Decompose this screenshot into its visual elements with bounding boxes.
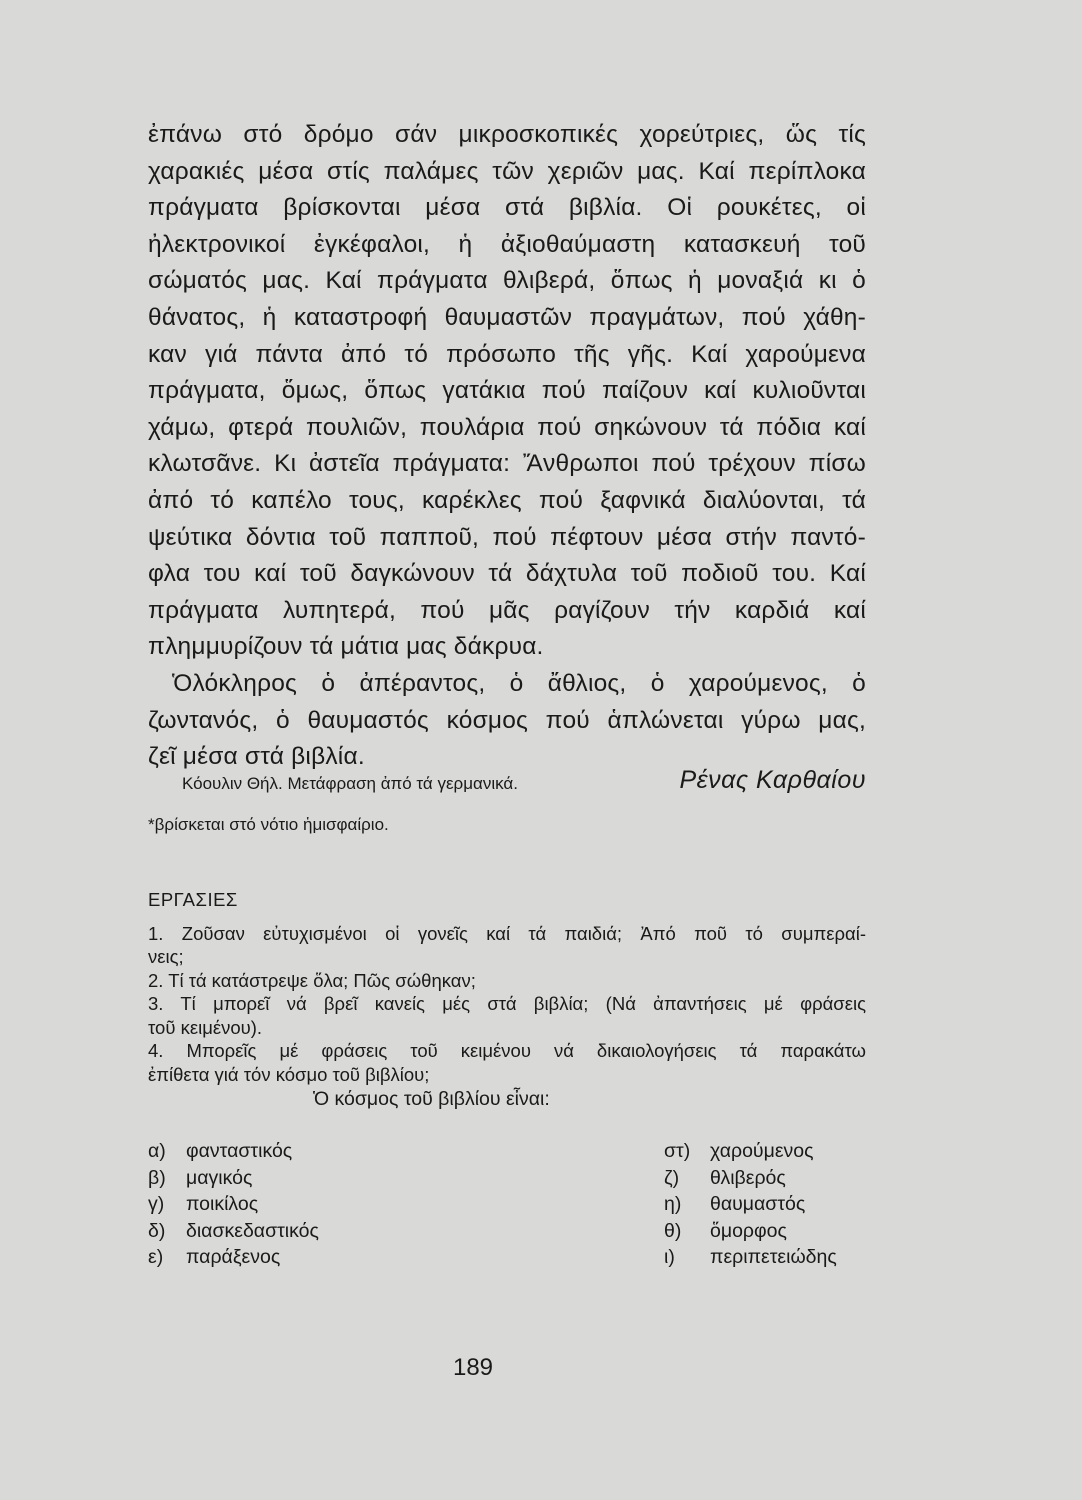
exercise-line: ἐπίθετα γιά τόν κόσμο τοῦ βιβλίου; [148, 1063, 430, 1085]
text-line: ἀπό τό καπέλο τους, καρέκλες πού ξαφνικά διαλύονται, τά [148, 486, 866, 514]
item-word: ποικίλος [186, 1193, 259, 1215]
source-credit [182, 766, 872, 800]
adjectives-subheading: Ὁ κόσμος τοῦ βιβλίου εἶναι: [313, 1088, 550, 1110]
item-word: μαγικός [186, 1166, 253, 1189]
item-marker: α) [148, 1140, 166, 1162]
text-line: πράγματα, ὅμως, ὅπως γατάκια πού παίζουν καί κυλιοῦνται [148, 377, 866, 405]
adjective-list [148, 1138, 873, 1271]
item-marker: ζ) [664, 1166, 680, 1189]
text-line: πλημμυρίζουν τά μάτια μας δάκρυα. [148, 633, 544, 661]
exercise-line: νεις; [148, 946, 184, 967]
footnote: *βρίσκεται στό νότιο ἡμισφαίριο. [148, 815, 389, 834]
item-word: παράξενος [186, 1246, 281, 1268]
exercise-line: 2. Τί τά κατάστρεψε ὅλα; Πῶς σώθηκαν; [148, 969, 476, 991]
text-line: Ὁλόκληρος ὁ ἀπέραντος, ὁ ἄθλιος, ὁ χαρούμενος, ὁ [172, 669, 866, 697]
exercise-line: τοῦ κειμένου). [148, 1016, 263, 1038]
text-line: πράγματα βρίσκονται μέσα στά βιβλία. Οἱ ρουκέτες, οἱ [148, 194, 866, 222]
item-word: χαρούμενος [710, 1140, 814, 1162]
text-line: ἠλεκτρονικοί ἐγκέφαλοι, ἡ ἀξιοθαύμαστη κατασκευή τοῦ [148, 230, 866, 258]
text-line: πράγματα λυπητερά, πού μᾶς ραγίζουν τήν καρδιά καί [148, 596, 866, 624]
text-line: ἐπάνω στό δρόμο σάν μικροσκοπικές χορεύτριες, ὥς τίς [148, 121, 866, 148]
exercise-line: 1. Ζοῦσαν εὐτυχισμένοι οἱ γονεῖς καί τά παιδιά; Ἀπό ποῦ τό συμπεραί- [148, 922, 866, 944]
text-line: σώματός μας. Καί πράγματα θλιβερά, ὅπως ἡ μοναξιά κι ὁ [148, 267, 866, 295]
item-word: ὅμορφος [710, 1219, 787, 1242]
list-item [148, 1138, 873, 1165]
exercises-section [148, 888, 866, 1112]
list-item [148, 1165, 873, 1192]
list-item [148, 1191, 873, 1218]
item-word: θλιβερός [710, 1166, 786, 1189]
item-word: διασκεδαστικός [186, 1219, 319, 1242]
exercise-line: 3. Τί μπορεῖ νά βρεῖ κανείς μές στά βιβλία; (Νά ἀπαντήσεις μέ φράσεις [148, 993, 866, 1014]
text-line: καν γιά πάντα ἀπό τό πρόσωπο τῆς γῆς. Καί χαρούμενα [148, 340, 866, 368]
item-marker: στ) [664, 1140, 691, 1162]
item-word: περιπετειώδης [710, 1246, 837, 1268]
item-word: θαυμαστός [710, 1193, 806, 1215]
text-line: φλα του καί τοῦ δαγκώνουν τά δάχτυλα τοῦ ποδιοῦ του. Καί [148, 560, 866, 588]
text-line: ζεῖ μέσα στά βιβλία. [148, 743, 365, 771]
text-line: κλωτσᾶνε. Κι ἀστεῖα πράγματα: Ἄνθρωποι πού τρέχουν πίσω [148, 450, 866, 478]
page-number: 189 [452, 1354, 494, 1381]
list-item [148, 1218, 873, 1245]
text-line: ζωντανός, ὁ θαυμαστός κόσμος πού ἁπλώνεται γύρω μας, [148, 706, 866, 734]
item-word: φανταστικός [186, 1140, 293, 1162]
list-item [148, 1244, 873, 1271]
source-reference: Κόουλιν Θήλ. Μετάφραση ἀπό τά γερμανικά. [182, 774, 518, 793]
exercise-line: 4. Μπορεῖς μέ φράσεις τοῦ κειμένου νά δικαιολογήσεις τά παρακάτω [148, 1040, 866, 1061]
exercises-heading: ΕΡΓΑΣΙΕΣ [148, 889, 238, 910]
main-text [148, 117, 866, 776]
text-line: χαρακιές μέσα στίς παλάμες τῶν χεριῶν μας. Καί περίπλοκα [148, 157, 866, 185]
item-marker: δ) [148, 1219, 166, 1242]
item-marker: β) [148, 1166, 166, 1189]
item-marker: θ) [664, 1219, 682, 1242]
item-marker: γ) [148, 1193, 165, 1215]
text-line: ψεύτικα δόντια τοῦ παπποῦ, πού πέφτουν μέσα στήν παντό- [148, 523, 866, 551]
item-marker: η) [664, 1193, 682, 1215]
item-marker: ι) [664, 1246, 675, 1268]
translator-name: Ρένας Καρθαίου [679, 766, 866, 794]
text-line: χάμω, φτερά πουλιῶν, πουλάρια πού σηκώνουν τά πόδια καί [148, 413, 866, 441]
item-marker: ε) [148, 1246, 164, 1268]
text-line: θάνατος, ἡ καταστροφή θαυμαστῶν πραγμάτων, πού χάθη- [148, 303, 866, 331]
